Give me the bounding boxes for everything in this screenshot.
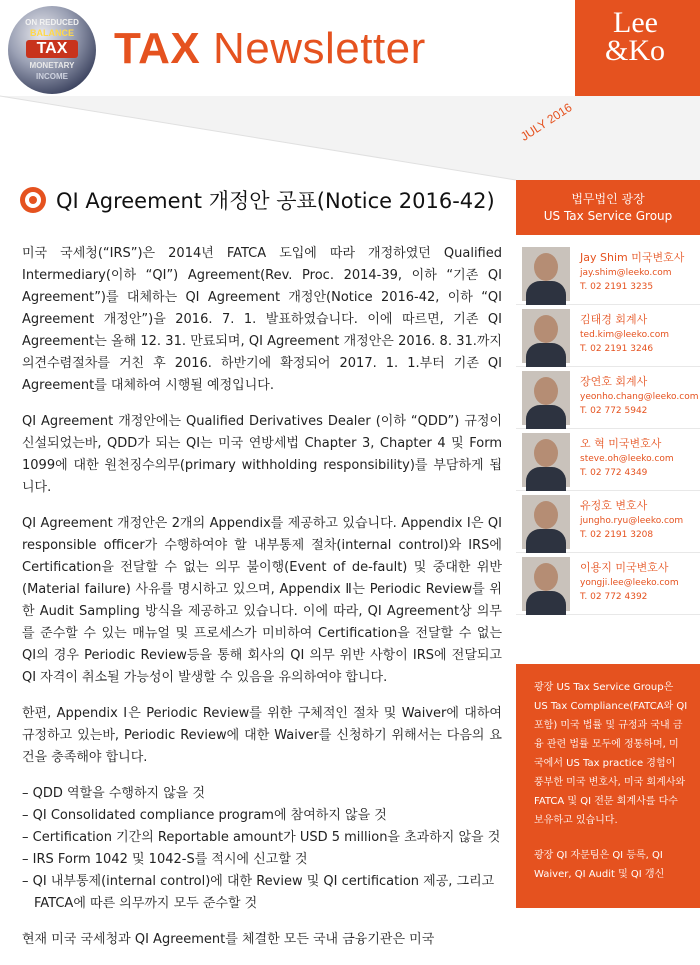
contact-email-link[interactable]: jungho.ryu@leeko.com: [580, 516, 684, 526]
contact-card: [516, 367, 700, 429]
globe-word-3: TAX: [26, 40, 78, 58]
group-name: US Tax Service Group: [543, 209, 673, 223]
avatar: [522, 495, 570, 549]
contact-card: [516, 553, 700, 615]
contact-phone: T. 02 772 4392: [580, 592, 648, 602]
contact-card: [516, 243, 700, 305]
description-paragraph-1: 광장 US Tax Service Group은 US Tax Compliance(FATCA와 QI 포함) 미국 법률 및 규정과 국내 금융 관련 법률 모두에 정통하며, 미국에서 US Tax practice 경험이 풍부한 미국 변호사, 미국 회계사와 FATCA 및 QI 전문 회계사를 다수 보유하고 있습니다.: [534, 682, 688, 826]
title-bold: TAX: [114, 24, 201, 73]
closing-paragraph: 현재 미국 국세청과 QI Agreement를 체결한 모든 국내 금융기관은 미국: [22, 932, 435, 947]
list-item: – IRS Form 1042 및 1042-S를 적시에 신고할 것: [22, 849, 502, 871]
sidebar-header: [516, 180, 700, 235]
lee-ko-logo: [575, 0, 700, 96]
contact-phone: T. 02 2191 3235: [580, 282, 654, 292]
contact-card: [516, 305, 700, 367]
contact-email-link[interactable]: steve.oh@leeko.com: [580, 454, 674, 464]
newsletter-header: [0, 0, 700, 180]
list-item: – QI Consolidated compliance program에 참여하지 않을 것: [22, 805, 502, 827]
avatar: [522, 309, 570, 363]
avatar: [522, 371, 570, 425]
globe-word-5: INCOME: [36, 72, 68, 81]
list-item: – QI 내부통제(internal control)에 대한 Review 및 QI certification 제공, 그리고 FATCA에 따른 의무까지 모두 준수할 것: [22, 871, 502, 915]
avatar: [522, 433, 570, 487]
logo-line-1: Lee: [613, 6, 658, 39]
contact-email-link[interactable]: ted.kim@leeko.com: [580, 330, 670, 340]
contact-card: [516, 429, 700, 491]
contact-email-link[interactable]: yongji.lee@leeko.com: [580, 578, 679, 588]
contact-name: 오 혁 미국변호사: [580, 437, 662, 450]
magnifier-icon: [20, 187, 46, 213]
contact-name: 유정호 변호사: [580, 499, 648, 512]
group-description: [516, 664, 700, 908]
contact-email-link[interactable]: jay.shim@leeko.com: [580, 268, 672, 278]
contact-email-link[interactable]: yeonho.chang@leeko.com: [580, 392, 699, 402]
contact-card: [516, 491, 700, 553]
paragraph-2: QI Agreement 개정안에는 Qualified Derivatives Dealer (이하 “QDD”) 규정이 신설되었는바, QDD가 되는 QI는 미국 연방세법 Chapter 3, Chapter 4 및 Form 1099에 대한 원천징수의무(primary withholding responsibility)를 부담하게 됩니다.: [22, 414, 502, 495]
article-heading: [20, 184, 495, 216]
contact-name: 김태경 회계사: [580, 313, 648, 326]
list-item: – Certification 기간의 Reportable amount가 USD 5 million을 초과하지 않을 것: [22, 827, 502, 849]
newsletter-title: [114, 24, 426, 74]
globe-word-2: BALANCE: [30, 28, 74, 38]
article-title: QI Agreement 개정안 공표(Notice 2016-42): [56, 189, 495, 213]
logo-line-2: &Ko: [605, 34, 665, 67]
paragraph-3: QI Agreement 개정안은 2개의 Appendix를 제공하고 있습니다. Appendix Ⅰ은 QI responsible officer가 수행하여야 할 내부통제 절차(internal control)와 IRS에 Certification을 전달할 수 없는 의무 불이행(Event of de-fault) 및 중대한 위반(Material failure) 사유를 명시하고 있으며, Appendix Ⅱ는 Periodic Review를 위한 Audit Sampling 방식을 제공하고 있습니다. 이에 따라, QI Agreement상 의무를 준수할 수 있는 매뉴얼 및 프로세스가 미비하여 Certification을 전달할 수 없는 QI의 경우 Periodic Review등을 통해 회사의 QI 의무 위반 사항이 IRS에 전달되고 QI 자격이 취소될 가능성이 발생할 수 있음을 유의하여야 합니다.: [22, 516, 502, 685]
title-rest: Newsletter: [200, 24, 426, 73]
article-body: [22, 243, 502, 965]
globe-word-1: ON REDUCED: [25, 18, 79, 27]
contact-phone: T. 02 772 4349: [580, 468, 648, 478]
description-paragraph-2: 광장 QI 자문팀은 QI 등록, QI Waiver, QI Audit 및 QI 갱신: [534, 850, 665, 880]
globe-word-4: MONETARY: [29, 61, 75, 70]
avatar: [522, 247, 570, 301]
contact-phone: T. 02 2191 3208: [580, 530, 654, 540]
issue-date: JULY 2016: [518, 100, 575, 144]
contact-name: 장연호 회계사: [580, 375, 648, 388]
requirements-list: [22, 783, 502, 915]
firm-name: 법무법인 광장: [571, 192, 645, 206]
contact-phone: T. 02 772 5942: [580, 406, 648, 416]
list-item: – QDD 역할을 수행하지 않을 것: [22, 783, 502, 805]
paragraph-4: 한편, Appendix Ⅰ은 Periodic Review를 위한 구체적인 절차 및 Waiver에 대하여 규정하고 있는바, Periodic Review에 대한 Waiver를 신청하기 위해서는 다음의 요건을 충족해야 합니다.: [22, 706, 502, 765]
contact-list: [516, 243, 700, 615]
contact-name: 이용지 미국변호사: [580, 561, 669, 574]
avatar: [522, 557, 570, 611]
contact-name: Jay Shim 미국변호사: [580, 251, 685, 264]
contact-phone: T. 02 2191 3246: [580, 344, 654, 354]
sidebar: [516, 180, 700, 908]
tax-globe-logo: [8, 6, 96, 94]
paragraph-1: 미국 국세청(“IRS”)은 2014년 FATCA 도입에 따라 개정하였던 Qualified Intermediary(이하 “QI”) Agreement(Rev. Proc. 2014-39, 이하 “기존 QI Agreement”)를 대체하는 QI Agreement 개정안(Notice 2016-42, 이하 “QI Agreement 개정안”)을 2016. 7. 1. 발표하였습니다. 이에 따르면, 기존 QI Agreement는 올해 12. 31. 만료되며, QI Agreement 개정안은 2016. 8. 31.까지 의견수렴절차를 거친 후 2016. 하반기에 확정되어 2017. 1. 1.부터 기존 QI Agreement를 대체하여 시행될 예정입니다.: [22, 246, 502, 393]
